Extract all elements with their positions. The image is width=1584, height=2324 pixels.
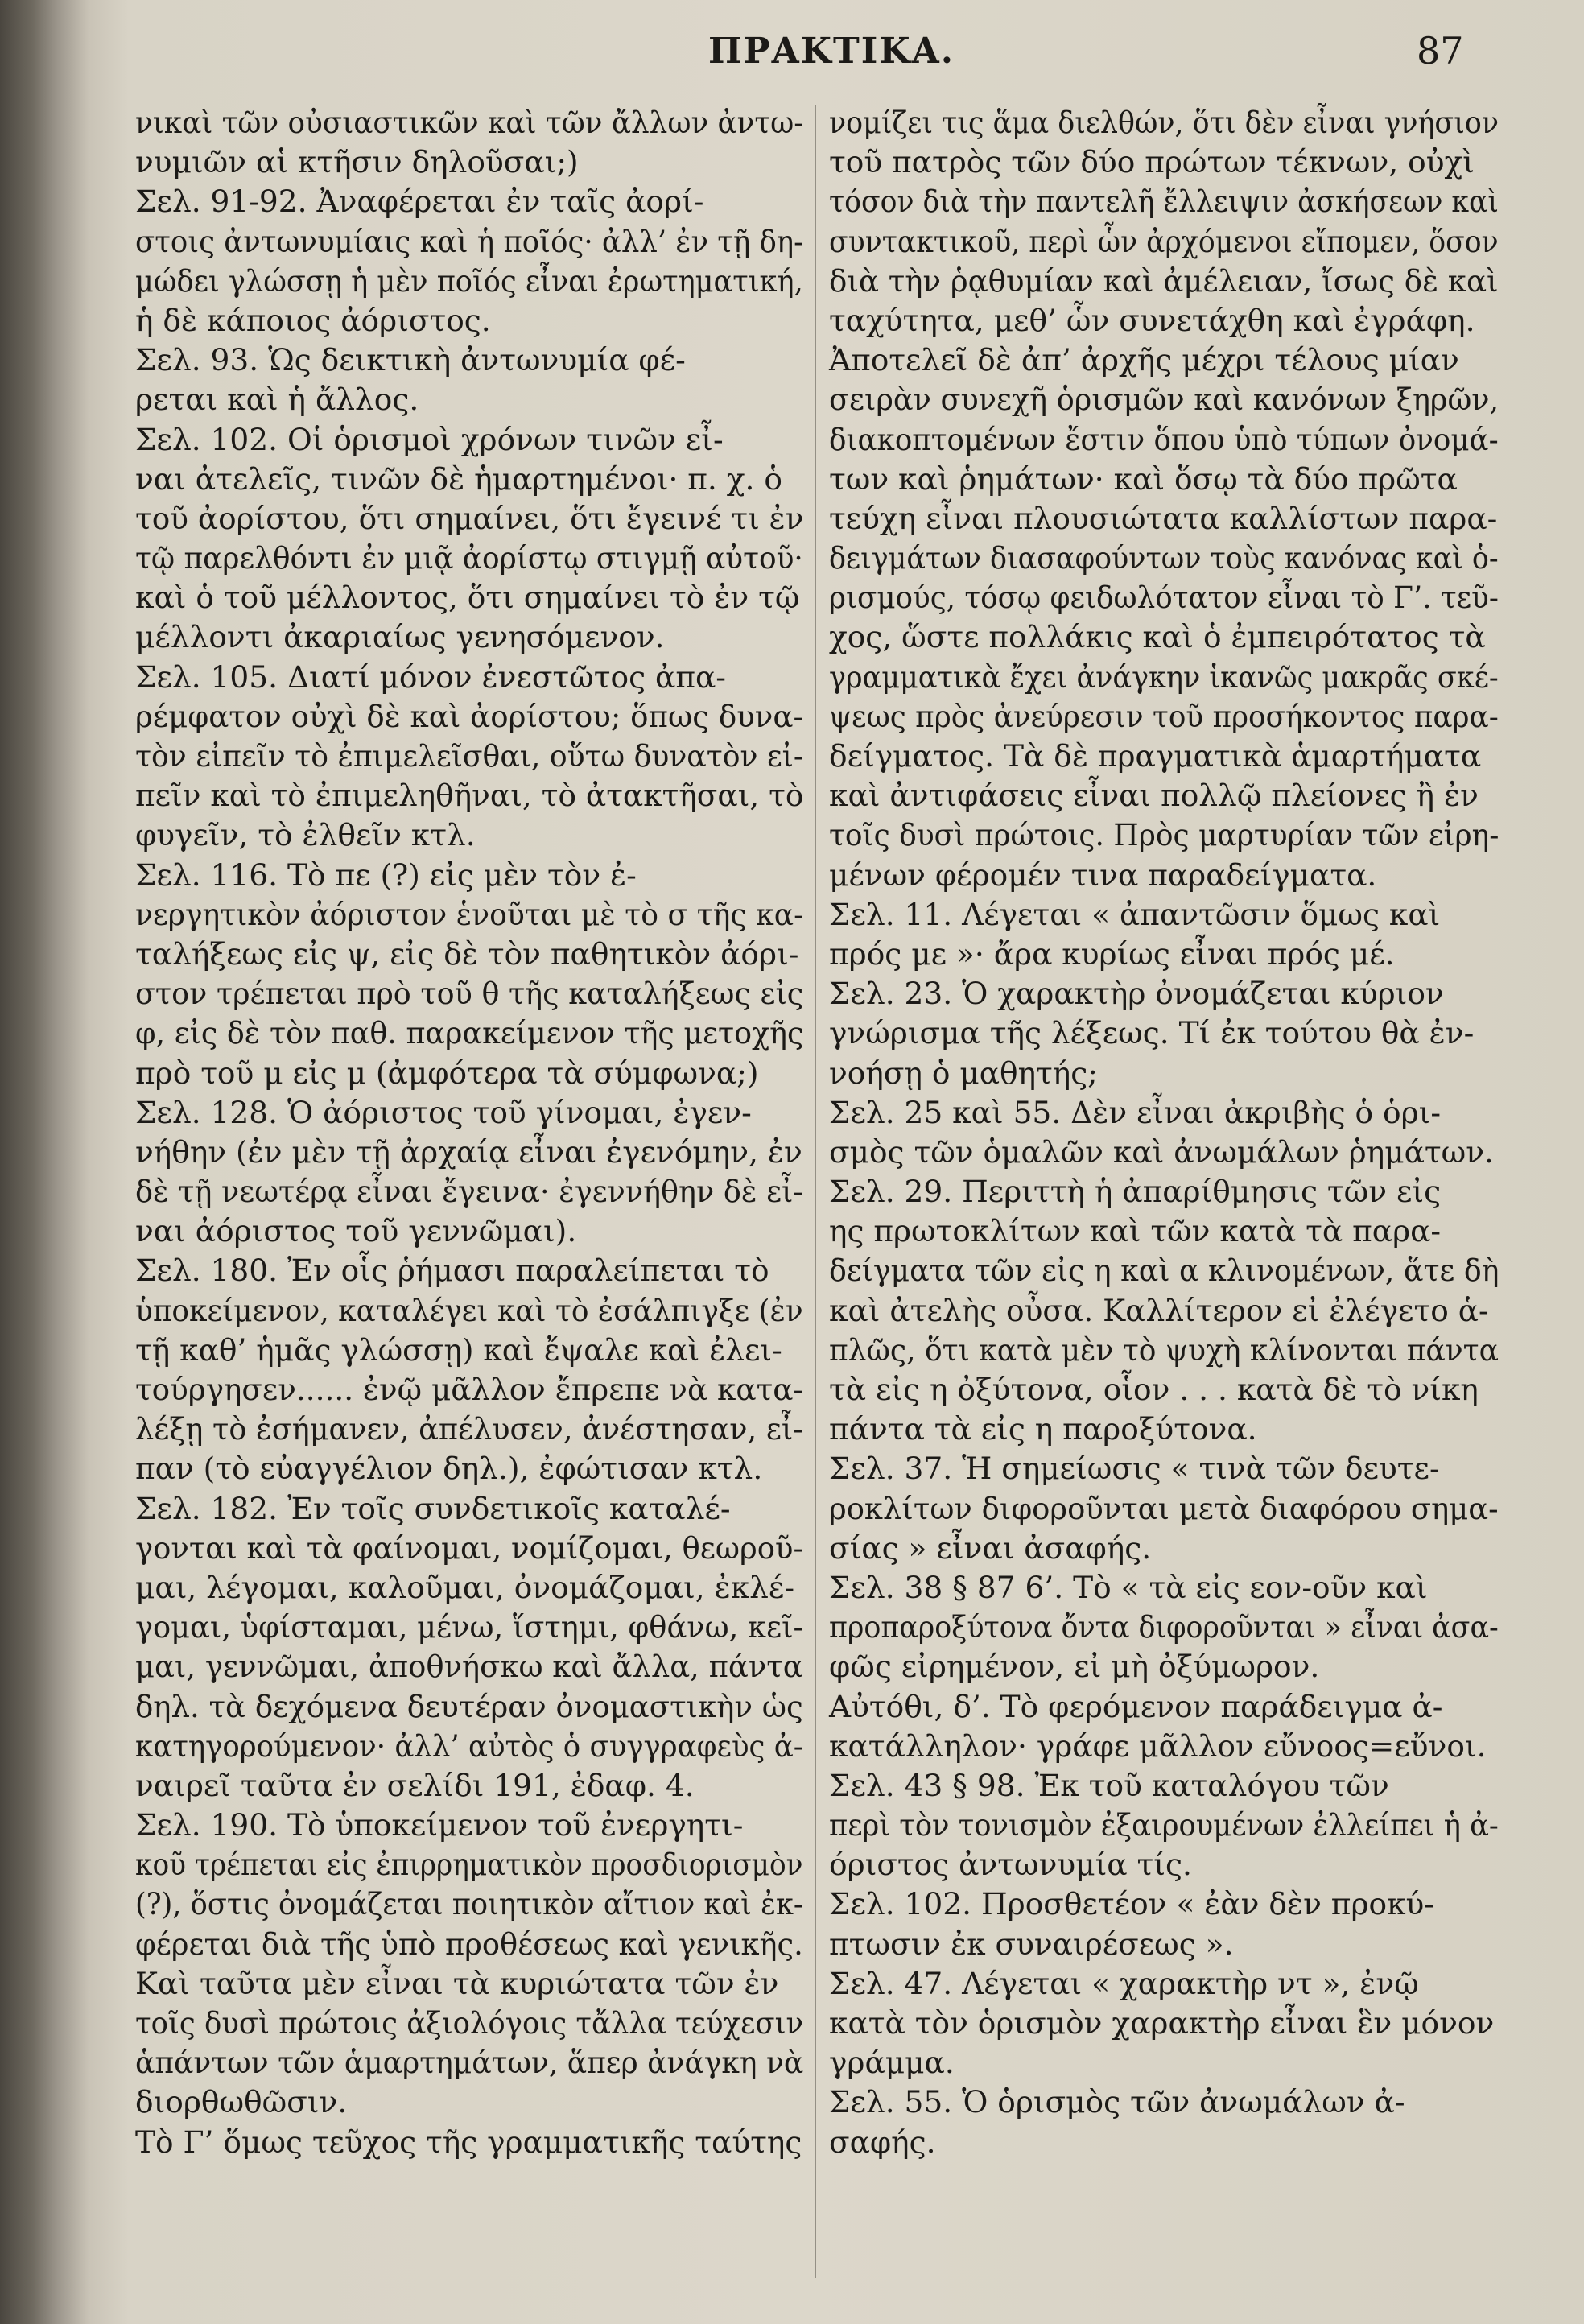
text-line: ρεται καὶ ἡ ἄλλος. <box>135 382 419 418</box>
text-line: Σελ. 102. Οἱ ὁρισμοὶ χρόνων τινῶν εἶ- <box>135 421 724 457</box>
text-line: ὑποκείμενον, καταλέγει καὶ τὸ ἐσάλπιγξε (ἐν <box>135 1292 803 1328</box>
text-line: διορθωθῶσιν. <box>135 2084 348 2120</box>
text-line: Αὐτόθι, δ’. Τὸ φερόμενον παράδειγμα ἀ- <box>829 1688 1443 1724</box>
text-line: περὶ τὸν τονισμὸν ἐξαιρουμένων ἐλλείπει ἡ ἀ- <box>829 1807 1499 1843</box>
text-line: τούργησεν...... ἐνῷ μᾶλλον ἔπρεπε νὰ κατα- <box>135 1372 804 1407</box>
text-line: φ, εἰς δὲ τὸν παθ. παρακείμενον τῆς μετοχῆς <box>135 1015 804 1051</box>
text-line: Σελ. 116. Τὸ πε (?) εἰς μὲν τὸν ἐ- <box>135 857 637 893</box>
text-line: φῶς εἰρημένον, εἰ μὴ ὀξύμωρον. <box>829 1649 1320 1685</box>
text-line: λέξῃ τὸ ἐσήμανεν, ἀπέλυσεν, ἀνέστησαν, εἶ- <box>135 1411 803 1447</box>
text-line: ροκλίτων διφοροῦνται μετὰ διαφόρου σημα- <box>829 1490 1499 1526</box>
text-line: ρισμούς, τόσῳ φειδωλότατον εἶναι τὸ Γ’. τεῦ- <box>829 580 1499 616</box>
text-line: μένων φέρομέν τινα παραδείγματα. <box>829 857 1377 893</box>
text-line: Σελ. 55. Ὁ ὁρισμὸς τῶν ἀνωμάλων ἀ- <box>829 2084 1405 2120</box>
text-line: γνώρισμα τῆς λέξεως. Τί ἐκ τούτου θὰ ἐν- <box>829 1015 1475 1051</box>
text-line: τεύχη εἶναι πλουσιώτατα καλλίστων παρα- <box>829 500 1498 536</box>
text-line: σίας » εἶναι ἀσαφής. <box>829 1529 1152 1566</box>
text-line: καὶ ἀτελὴς οὖσα. Καλλίτερον εἰ ἐλέγετο ἁ- <box>829 1292 1489 1328</box>
text-line: τὸν εἰπεῖν τὸ ἐπιμελεῖσθαι, οὕτω δυνατὸν εἰ- <box>135 738 804 774</box>
text-line: ης πρωτοκλίτων καὶ τῶν κατὰ τὰ παρα- <box>829 1213 1442 1249</box>
text-line: παν (τὸ εὐαγγέλιον δηλ.), ἐφώτισαν κτλ. <box>135 1451 763 1487</box>
text-line: νοήσῃ ὁ μαθητής; <box>829 1055 1098 1091</box>
text-line: (?), ὅστις ὀνομάζεται ποιητικὸν αἴτιον καὶ ἐκ- <box>135 1886 803 1922</box>
text-line: σαφής. <box>829 2124 936 2160</box>
text-line: Σελ. 37. Ἡ σημείωσις « τινὰ τῶν δευτε- <box>829 1451 1440 1487</box>
text-line: γομαι, ὑφίσταμαι, μένω, ἵστημι, φθάνω, κεῖ- <box>135 1609 803 1645</box>
text-line: πρός με »· ἄρα κυρίως εἶναι πρός μέ. <box>829 935 1395 972</box>
text-line: χος, ὥστε πολλάκις καὶ ὁ ἐμπειρότατος τὰ <box>829 619 1486 655</box>
text-line: Σελ. 102. Προσθετέον « ἐὰν δὲν προκύ- <box>829 1886 1434 1922</box>
text-line: κοῦ τρέπεται εἰς ἐπιρρηματικὸν προσδιορισμὸν <box>135 1847 803 1883</box>
text-line: τοῦ ἀορίστου, ὅτι σημαίνει, ὅτι ἔγεινέ τι ἐν <box>135 500 804 536</box>
text-line: Σελ. 47. Λέγεται « χαρακτὴρ ντ », ἐνῷ <box>829 1965 1419 2001</box>
text-line: δηλ. τὰ δεχόμενα δευτέραν ὀνομαστικὴν ὡς <box>135 1688 803 1724</box>
text-line: Σελ. 105. Διατί μόνον ἐνεστῶτος ἀπα- <box>135 658 726 695</box>
text-line: Σελ. 91-92. Ἀναφέρεται ἐν ταῖς ἀορί- <box>135 184 704 220</box>
text-line: πλῶς, ὅτι κατὰ μὲν τὸ ψυχὴ κλίνονται πάντα <box>829 1331 1499 1368</box>
text-line: Σελ. 25 καὶ 55. Δὲν εἶναι ἀκριβὴς ὁ ὁρι- <box>829 1094 1441 1130</box>
text-line: τὰ εἰς η ὀξύτονα, οἷον . . . κατὰ δὲ τὸ νίκη <box>829 1372 1479 1407</box>
text-line: Σελ. 128. Ὁ ἀόριστος τοῦ γίνομαι, ἐγεν- <box>135 1094 752 1130</box>
text-line: των καὶ ῥημάτων· καὶ ὅσῳ τὰ δύο πρῶτα <box>829 460 1458 497</box>
text-line: γράμμα. <box>829 2045 955 2081</box>
running-head: ΠΡΑΚΤΙΚΑ. <box>708 31 955 72</box>
text-line: σειρὰν συνεχῆ ὁρισμῶν καὶ κανόνων ξηρῶν, <box>829 382 1499 418</box>
text-line: τῇ καθ’ ἡμᾶς γλώσσῃ) καὶ ἔψαλε καὶ ἐλει- <box>135 1331 782 1368</box>
text-line: μέλλοντι ἀκαριαίως γενησόμενον. <box>135 619 665 655</box>
text-line: τῷ παρελθόντι ἐν μιᾷ ἀορίστῳ στιγμῇ αὐτοῦ· <box>135 540 803 576</box>
text-line: προπαροξύτονα ὄντα διφοροῦνται » εἶναι ἀσα- <box>829 1609 1499 1645</box>
text-line: διακοπτομένων ἔστιν ὅπου ὑπὸ τύπων ὀνομά- <box>829 421 1499 457</box>
text-line: Σελ. 93. Ὡς δεικτικὴ ἀντωνυμία φέ- <box>135 342 686 378</box>
text-line: κατάλληλον· γράφε μᾶλλον εὔνοος=εὔνοι. <box>829 1728 1487 1764</box>
text-line: ταλήξεως εἰς ψ, εἰς δὲ τὸν παθητικὸν ἀόρι- <box>135 935 799 972</box>
text-line: στοις ἀντωνυμίαις καὶ ἡ ποῖός· ἀλλ’ ἐν τῇ δη- <box>135 223 804 259</box>
text-line: Σελ. 29. Περιττὴ ἡ ἀπαρίθμησις τῶν εἰς <box>829 1174 1442 1210</box>
text-line: πεῖν καὶ τὸ ἐπιμεληθῆναι, τὸ ἀτακτῆσαι, τὸ <box>135 778 804 814</box>
text-line: γραμματικὰ ἔχει ἀνάγκην ἱκανῶς μακρᾶς σκέ- <box>829 658 1499 695</box>
text-line: νομίζει τις ἅμα διελθών, ὅτι δὲν εἶναι γνήσιον <box>829 105 1499 140</box>
text-line: ταχύτητα, μεθ’ ὧν συνετάχθη καὶ ἐγράφη. <box>829 302 1475 338</box>
text-line: δείγματος. Τὰ δὲ πραγματικὰ ἁμαρτήματα <box>829 738 1482 774</box>
text-line: πάντα τὰ εἰς η παροξύτονα. <box>829 1411 1257 1447</box>
text-line: τοῖς δυσὶ πρώτοις ἀξιολόγοις τἄλλα τεύχεσιν <box>135 2005 804 2041</box>
text-line: Σελ. 11. Λέγεται « ἀπαντῶσιν ὅμως καὶ <box>829 896 1441 932</box>
right-column <box>829 103 1499 2162</box>
text-line: ρέμφατον οὐχὶ δὲ καὶ ἀορίστου; ὅπως δυνα- <box>135 698 804 734</box>
text-line: σμὸς τῶν ὁμαλῶν καὶ ἀνωμάλων ῥημάτων. <box>829 1133 1494 1170</box>
text-line: καὶ ὁ τοῦ μέλλοντος, ὅτι σημαίνει τὸ ἐν τῷ <box>135 580 800 616</box>
text-line: νικαὶ τῶν οὐσιαστικῶν καὶ τῶν ἄλλων ἀντω- <box>135 105 804 140</box>
column-divider <box>815 105 816 2278</box>
left-column <box>135 103 803 2162</box>
text-line: νεργητικὸν ἀόριστον ἑνοῦται μὲ τὸ σ τῆς κα- <box>135 896 804 932</box>
page-number: 87 <box>1417 29 1464 72</box>
text-line: δειγμάτων διασαφούντων τοὺς κανόνας καὶ ὁ- <box>829 540 1499 576</box>
text-line: ναι ἀτελεῖς, τινῶν δὲ ἡμαρτημένοι· π. χ. ὁ <box>135 460 782 497</box>
text-line: κατὰ τὸν ὁρισμὸν χαρακτὴρ εἶναι ἓν μόνον <box>829 2005 1495 2041</box>
text-line: φυγεῖν, τὸ ἐλθεῖν κτλ. <box>135 817 476 853</box>
text-line: ἁπάντων τῶν ἁμαρτημάτων, ἅπερ ἀνάγκη νὰ <box>135 2045 804 2081</box>
text-line: πτωσιν ἐκ συναιρέσεως ». <box>829 1926 1234 1962</box>
text-line: στον τρέπεται πρὸ τοῦ θ τῆς καταλήξεως εἰς <box>135 976 804 1012</box>
text-line: δὲ τῇ νεωτέρᾳ εἶναι ἔγεινα· ἐγεννήθην δὲ εἶ- <box>135 1174 803 1210</box>
text-line: πρὸ τοῦ μ εἰς μ (ἀμφότερα τὰ σύμφωνα;) <box>135 1055 759 1091</box>
text-line: γονται καὶ τὰ φαίνομαι, νομίζομαι, θεωροῦ- <box>135 1529 804 1566</box>
text-line: Σελ. 23. Ὁ χαρακτὴρ ὀνομάζεται κύριον <box>829 976 1444 1012</box>
text-line: Σελ. 190. Τὸ ὑποκείμενον τοῦ ἐνεργητι- <box>135 1807 744 1843</box>
text-line: φέρεται διὰ τῆς ὑπὸ προθέσεως καὶ γενικῆς. <box>135 1926 803 1962</box>
text-line: συντακτικοῦ, περὶ ὧν ἀρχόμενοι εἴπομεν, ὅσον <box>829 223 1499 259</box>
text-line: ἡ δὲ κάποιος ἀόριστος. <box>135 302 491 338</box>
text-line: διὰ τὴν ῥᾳθυμίαν καὶ ἀμέλειαν, ἴσως δὲ καὶ <box>829 262 1499 299</box>
text-line: ψεως πρὸς ἀνεύρεσιν τοῦ προσήκοντος παρα- <box>829 698 1499 734</box>
text-line: τοῦ πατρὸς τῶν δύο πρώτων τέκνων, οὐχὶ <box>829 144 1475 180</box>
text-line: Σελ. 180. Ἐν οἷς ῥήμασι παραλείπεται τὸ <box>135 1253 769 1289</box>
text-line: καὶ ἀντιφάσεις εἶναι πολλῷ πλείονες ἢ ἐν <box>829 778 1479 814</box>
text-line: όριστος ἀντωνυμία τίς. <box>829 1847 1192 1883</box>
text-line: νήθην (ἐν μὲν τῇ ἀρχαίᾳ εἶναι ἐγενόμην, ἐν <box>135 1133 802 1170</box>
text-line: μαι, γεννῶμαι, ἀποθνήσκω καὶ ἄλλα, πάντα <box>135 1649 803 1685</box>
text-line: Καὶ ταῦτα μὲν εἶναι τὰ κυριώτατα τῶν ἐν <box>135 1965 779 2001</box>
text-line: ναιρεῖ ταῦτα ἐν σελίδι 191, ἐδαφ. 4. <box>135 1767 695 1803</box>
text-line: μώδει γλώσσῃ ἡ μὲν ποῖός εἶναι ἐρωτηματική, <box>135 262 803 299</box>
text-line: μαι, λέγομαι, καλοῦμαι, ὀνομάζομαι, ἐκλέ- <box>135 1569 795 1605</box>
text-line: Σελ. 38 § 87 6’. Τὸ « τὰ εἰς εον-οῦν καὶ <box>829 1569 1428 1605</box>
text-line: Σελ. 43 § 98. Ἐκ τοῦ καταλόγου τῶν <box>829 1767 1389 1803</box>
text-line: δείγματα τῶν εἰς η καὶ α κλινομένων, ἅτε δὴ <box>829 1253 1499 1289</box>
text-line: τοῖς δυσὶ πρώτοις. Πρὸς μαρτυρίαν τῶν εἰρη- <box>829 817 1499 853</box>
text-line: τόσον διὰ τὴν παντελῆ ἔλλειψιν ἀσκήσεων καὶ <box>829 184 1499 220</box>
text-line: ναι ἀόριστος τοῦ γεννῶμαι). <box>135 1213 577 1249</box>
text-line: κατηγορούμενον· ἀλλ’ αὐτὸς ὁ συγγραφεὺς ἀ- <box>135 1728 803 1764</box>
text-line: Τὸ Γ’ ὅμως τεῦχος τῆς γραμματικῆς ταύτης <box>135 2124 802 2160</box>
text-line: νυμιῶν αἱ κτῆσιν δηλοῦσαι;) <box>135 144 579 180</box>
text-line: Ἀποτελεῖ δὲ ἀπ’ ἀρχῆς μέχρι τέλους μίαν <box>829 342 1459 378</box>
text-line: Σελ. 182. Ἐν τοῖς συνδετικοῖς καταλέ- <box>135 1490 731 1526</box>
